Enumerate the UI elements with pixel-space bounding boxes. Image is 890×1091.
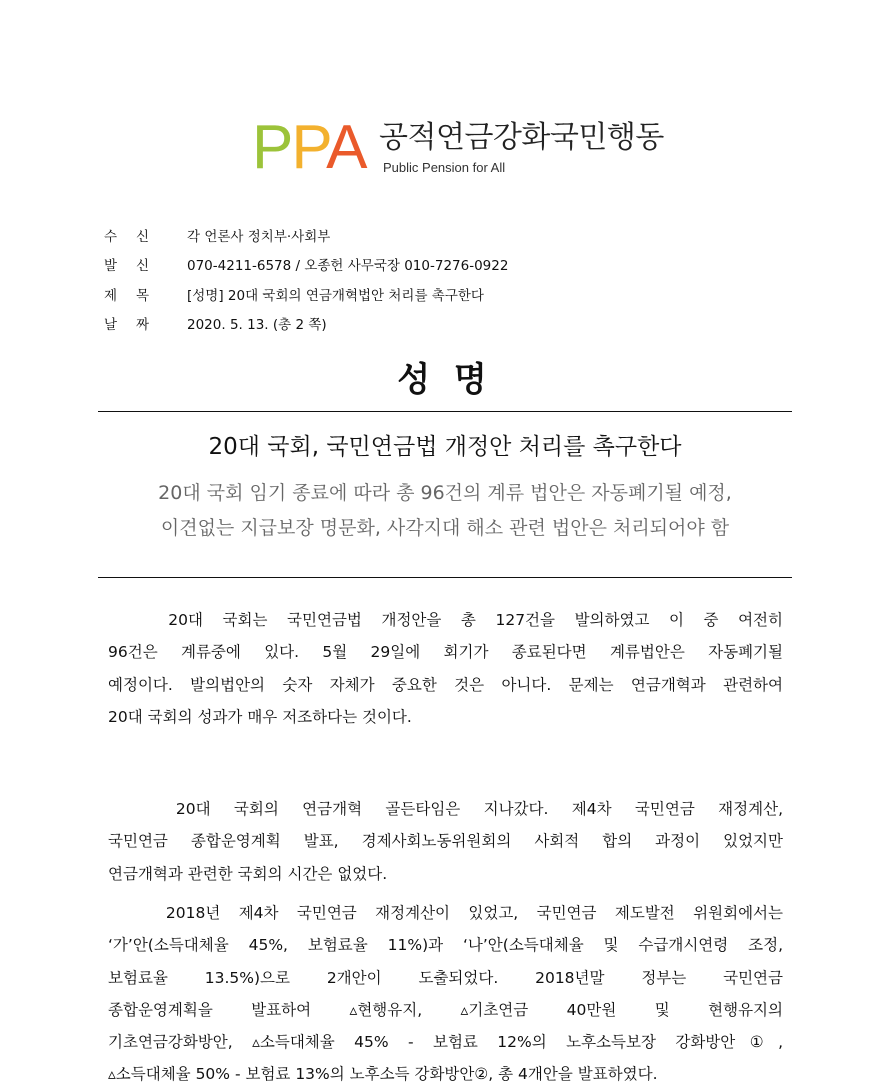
paragraph-line: ▵소득대체율 50% - 보험료 13%의 노후소득 강화방안②, 총 4개안을 발표하였다. xyxy=(108,1065,658,1084)
document-meta xyxy=(104,220,704,338)
paragraph-line: 연금개혁과 관련한 국회의 시간은 없었다. xyxy=(108,864,388,883)
bottom-divider xyxy=(98,577,792,578)
meta-value-sender: 070-4211-6578 / 오종헌 사무국장 010-7276-0922 xyxy=(187,258,509,275)
paragraph-line: 국민연금 종합운영계획 발표, 경제사회노동위원회의 사회적 합의 과정이 있었지만 xyxy=(108,832,783,851)
organization-name: 공적연금강화국민행동 xyxy=(379,120,664,155)
paragraph-line: 96건은 계류중에 있다. 5월 29일에 회기가 종료된다면 계류법안은 자동폐기될 xyxy=(108,643,783,662)
paragraph-line: 20대 국회의 성과가 매우 저조하다는 것이다. xyxy=(108,707,412,726)
logo-mark xyxy=(252,113,366,182)
meta-label: 발 신 xyxy=(104,258,149,275)
body-paragraph xyxy=(108,897,783,1091)
paragraph-line: 2018년 제4차 국민연금 재정계산이 있었고, 국민연금 제도발전 위원회에서는 xyxy=(108,904,783,922)
paragraph-line: 예정이다. 발의법안의 숫자 자체가 중요한 것은 아니다. 문제는 연금개혁과 관련하여 xyxy=(108,675,783,694)
meta-value-subject: [성명] 20대 국회의 연금개혁법안 처리를 촉구한다 xyxy=(187,287,484,304)
paragraph-line: 20대 국회는 국민연금법 개정안을 총 127건을 발의하였고 이 중 여전히 xyxy=(108,611,783,629)
top-divider xyxy=(98,411,792,412)
logo-letter-p2: P xyxy=(291,113,327,182)
organization-logo xyxy=(252,113,692,182)
meta-row-subject xyxy=(104,279,704,309)
body-paragraph xyxy=(108,793,783,890)
paragraph-line: 기초연금강화방안, ▵소득대체율 45% - 보험료 12%의 노후소득보장 강화방안①, xyxy=(108,1033,783,1052)
paragraph-line: ‘가’안(소득대체율 45%, 보험료율 11%)과 ‘나’안(소득대체율 및 수급개시연령 조정, xyxy=(108,936,783,955)
logo-letter-a: A xyxy=(326,113,366,182)
meta-row-recipient xyxy=(104,220,704,250)
meta-label: 날 짜 xyxy=(104,317,149,334)
body-paragraph xyxy=(108,604,783,733)
meta-row-date xyxy=(104,309,704,339)
logo-letter-p1: P xyxy=(252,113,292,182)
meta-value-date: 2020. 5. 13. (총 2 쪽) xyxy=(187,317,327,334)
paragraph-line: 종합운영계획을 발표하여 ▵현행유지, ▵기초연금 40만원 및 현행유지의 xyxy=(108,1000,783,1019)
meta-value-recipient: 각 언론사 정치부·사회부 xyxy=(187,228,331,245)
organization-english-name: Public Pension for All xyxy=(383,160,506,175)
meta-label: 제 목 xyxy=(104,287,149,304)
statement-subtitle-line: 이견없는 지급보장 명문화, 사각지대 해소 관련 법안은 처리되어야 함 xyxy=(160,517,730,539)
statement-subtitle-line: 20대 국회 임기 종료에 따라 총 96건의 계류 법안은 자동폐기될 예정, xyxy=(158,482,732,504)
meta-label: 수 신 xyxy=(104,228,149,245)
paragraph-line: 보험료율 13.5%)으로 2개안이 도출되었다. 2018년말 정부는 국민연금 xyxy=(108,968,783,987)
document-heading: 성 명 xyxy=(397,360,493,400)
paragraph-line: 20대 국회의 연금개혁 골든타임은 지나갔다. 제4차 국민연금 재정계산, xyxy=(108,800,783,818)
statement-title: 20대 국회, 국민연금법 개정안 처리를 촉구한다 xyxy=(208,434,682,460)
meta-row-sender xyxy=(104,250,704,280)
